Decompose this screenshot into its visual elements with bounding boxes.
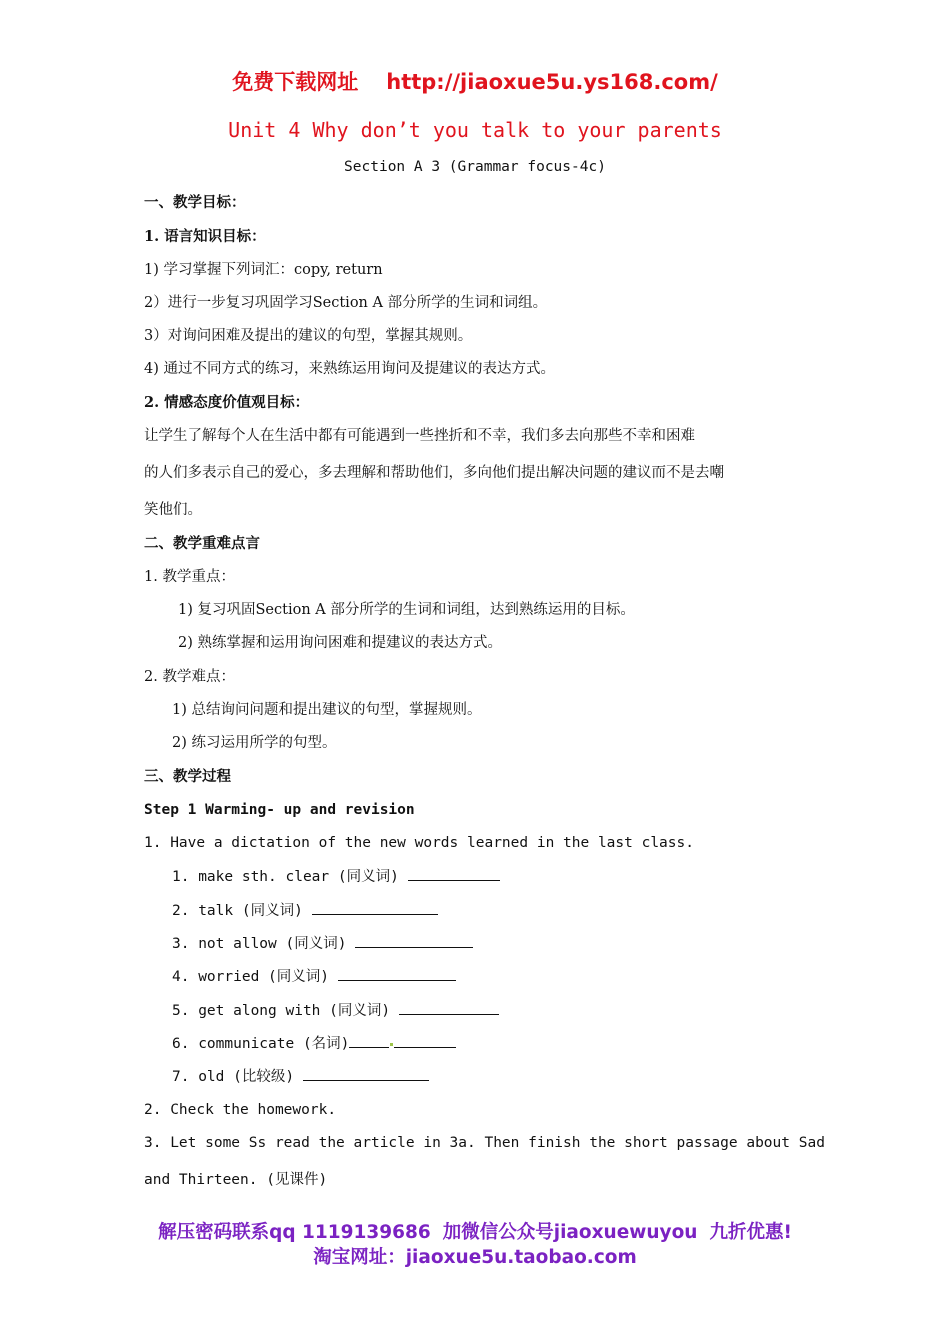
section-subtitle: Section A 3 (Grammar focus-4c) [344,159,606,175]
footer-wechat: 加微信公众号jiaoxuewuyou [442,1222,698,1243]
knowledge-objectives-heading: 1. 语言知识目标： [144,228,266,245]
unit-title: Unit 4 Why don’t you talk to your parents [228,118,722,142]
marker-dot [390,1043,393,1046]
step1-task: 2. Check the homework. [144,1102,337,1118]
list-item: 1) 总结询问问题和提出建议的句型，掌握规则。 [172,702,482,718]
answer-blank[interactable] [312,900,438,915]
paragraph-line: 让学生了解每个人在生活中都有可能遇到一些挫折和不幸，我们多去向那些不幸和困难 [144,428,695,444]
answer-blank[interactable] [408,866,500,881]
difficulties-subheading: 2. 教学难点： [144,669,235,685]
dictation-text: 5. get along with (同义词) [172,1003,399,1019]
list-item: 2) 练习运用所学的句型。 [172,735,337,751]
paragraph-line: 的人们多表示自己的爱心，多去理解和帮助他们，多向他们提出解决问题的建议而不是去嘲 [144,465,724,481]
key-points-heading: 二、教学重难点言 [144,535,260,552]
answer-blank-continued[interactable] [394,1033,456,1048]
dictation-item [172,966,456,987]
footer-taobao-link[interactable]: 淘宝网址：jiaoxue5u.taobao.com [313,1247,637,1268]
step1-heading: Step 1 Warming- up and revision [144,802,415,818]
dictation-item [172,1066,429,1087]
dictation-text: 4. worried (同义词) [172,969,338,985]
answer-blank[interactable] [355,933,473,948]
dictation-text: 6. communicate (名词) [172,1036,350,1052]
footer-contact [0,1218,950,1244]
dictation-item [172,933,473,954]
answer-blank[interactable] [303,1066,429,1081]
answer-blank[interactable] [349,1033,389,1048]
list-item: 2）进行一步复习巩固学习Section A 部分所学的生词和词组。 [144,295,548,311]
objectives-heading: 一、教学目标： [144,194,246,211]
step1-task: 1. Have a dictation of the new words learned in the last class. [144,835,694,851]
footer-qq: qq 1119139686 [269,1222,431,1243]
paragraph-line: 笑他们。 [144,502,202,518]
dictation-item [172,866,500,887]
dictation-item [172,1000,499,1021]
answer-blank[interactable] [399,1000,499,1015]
footer-contact-prefix: 解压密码联系 [158,1222,270,1243]
download-label: 免费下载网址 [232,70,359,94]
dictation-text: 1. make sth. clear (同义词) [172,869,408,885]
dictation-text: 7. old (比较级) [172,1069,303,1085]
list-item: 2) 熟练掌握和运用询问困难和提建议的表达方式。 [178,635,502,651]
dictation-item [172,1033,456,1054]
list-item: 4) 通过不同方式的练习，来熟练运用询问及提建议的表达方式。 [144,361,555,377]
step1-task: 3. Let some Ss read the article in 3a. Then finish the short passage about Sad [144,1135,825,1151]
footer-discount: 九折优惠! [709,1222,792,1243]
values-objectives-heading: 2. 情感态度价值观目标： [144,394,310,411]
answer-blank[interactable] [338,966,456,981]
download-header [0,66,950,96]
download-url-link[interactable]: http://jiaoxue5u.ys168.com/ [386,70,718,94]
key-points-subheading: 1. 教学重点： [144,569,235,585]
list-item: 1) 复习巩固Section A 部分所学的生词和词组，达到熟练运用的目标。 [178,602,635,618]
dictation-item [172,900,438,921]
list-item: 3）对询问困难及提出的建议的句型，掌握其规则。 [144,328,473,344]
list-item: 1) 学习掌握下列词汇：copy, return [144,262,383,278]
step1-task-continued: and Thirteen. (见课件) [144,1172,328,1188]
process-heading: 三、教学过程 [144,768,231,785]
dictation-text: 3. not allow (同义词) [172,936,356,952]
dictation-text: 2. talk (同义词) [172,903,312,919]
